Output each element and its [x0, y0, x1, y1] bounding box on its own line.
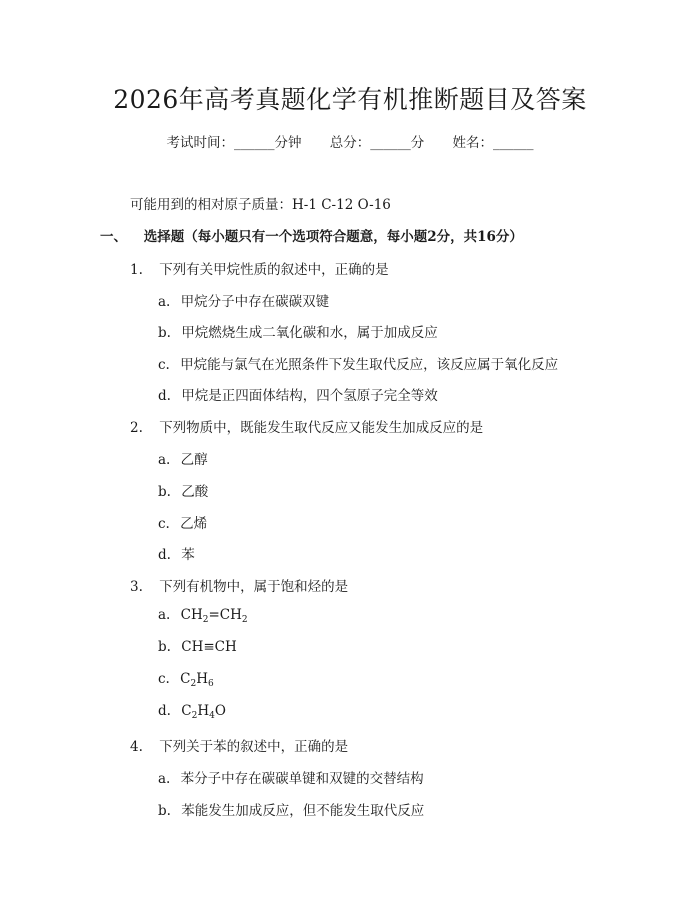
- question-number: 4.: [130, 739, 143, 755]
- option: [158, 543, 195, 563]
- question-number: 2.: [130, 420, 143, 436]
- option-label: d.: [158, 547, 171, 563]
- option-label: a.: [158, 771, 171, 787]
- section-heading: [100, 225, 523, 245]
- option-text: 乙烯: [180, 516, 208, 532]
- option-label: c.: [158, 671, 170, 687]
- question: [130, 575, 348, 595]
- option-text: 乙酸: [181, 484, 209, 500]
- section-title: 选择题（每小题只有一个选项符合题意，每小题2分，共16分）: [143, 229, 523, 245]
- option-text: 苯分子中存在碳碳单键和双键的交替结构: [180, 771, 424, 787]
- option: [158, 480, 208, 500]
- option: [158, 321, 438, 341]
- question-text: 下列有机物中，属于饱和烃的是: [159, 579, 349, 595]
- formula: $C_2H_6$: [180, 671, 214, 689]
- option-label: a.: [158, 452, 171, 468]
- option: [158, 607, 248, 623]
- question: [130, 416, 483, 436]
- exam-title: 2026年高考真题化学有机推断题目及答案: [113, 85, 587, 114]
- question-text: 下列物质中，既能发生取代反应又能发生加成反应的是: [159, 420, 484, 436]
- exam-time-field: 考试时间：______分钟: [166, 135, 302, 151]
- option-text: 乙醇: [180, 452, 208, 468]
- option-label: b.: [158, 803, 171, 819]
- option-label: d.: [158, 388, 171, 404]
- formula: CH≡CH: [181, 639, 237, 655]
- option: [158, 290, 329, 310]
- name-field: 姓名：______: [452, 135, 534, 151]
- question-number: 3.: [130, 579, 143, 595]
- formula: $CH_2=CH_2$: [180, 607, 248, 625]
- option: [158, 512, 207, 532]
- section-number: 一、: [100, 229, 127, 245]
- question-text: 下列有关甲烷性质的叙述中，正确的是: [159, 262, 389, 278]
- option-label: a.: [158, 294, 171, 310]
- option-text: 甲烷分子中存在碳碳双键: [180, 294, 330, 310]
- option: [158, 448, 208, 468]
- question-number: 1.: [130, 262, 143, 278]
- question: [130, 258, 389, 278]
- option-text: 甲烷能与氯气在光照条件下发生取代反应，该反应属于氧化反应: [180, 357, 559, 373]
- option: [158, 799, 424, 819]
- option-text: 苯能发生加成反应，但不能发生取代反应: [181, 803, 425, 819]
- option-label: c.: [158, 357, 170, 373]
- question: [130, 735, 348, 755]
- question-text: 下列关于苯的叙述中，正确的是: [159, 739, 349, 755]
- option-label: b.: [158, 484, 171, 500]
- option-label: b.: [158, 639, 171, 655]
- option-label: a.: [158, 607, 171, 623]
- option-text: 甲烷是正四面体结构，四个氢原子完全等效: [181, 388, 438, 404]
- option-text: 苯: [181, 547, 195, 563]
- exam-meta: [0, 131, 700, 151]
- option-label: c.: [158, 516, 170, 532]
- option: [158, 639, 237, 655]
- option: [158, 703, 226, 719]
- option: [158, 384, 438, 404]
- formula: $C_2H_4O$: [181, 703, 226, 721]
- total-score-field: 总分：______分: [329, 135, 425, 151]
- option-label: b.: [158, 325, 171, 341]
- option: [158, 767, 424, 787]
- option-label: d.: [158, 703, 171, 719]
- atomic-masses-note: 可能用到的相对原子质量：H-1 C-12 O-16: [130, 197, 391, 213]
- option: [158, 671, 214, 687]
- option: [158, 353, 558, 373]
- option-text: 甲烷燃烧生成二氧化碳和水，属于加成反应: [181, 325, 438, 341]
